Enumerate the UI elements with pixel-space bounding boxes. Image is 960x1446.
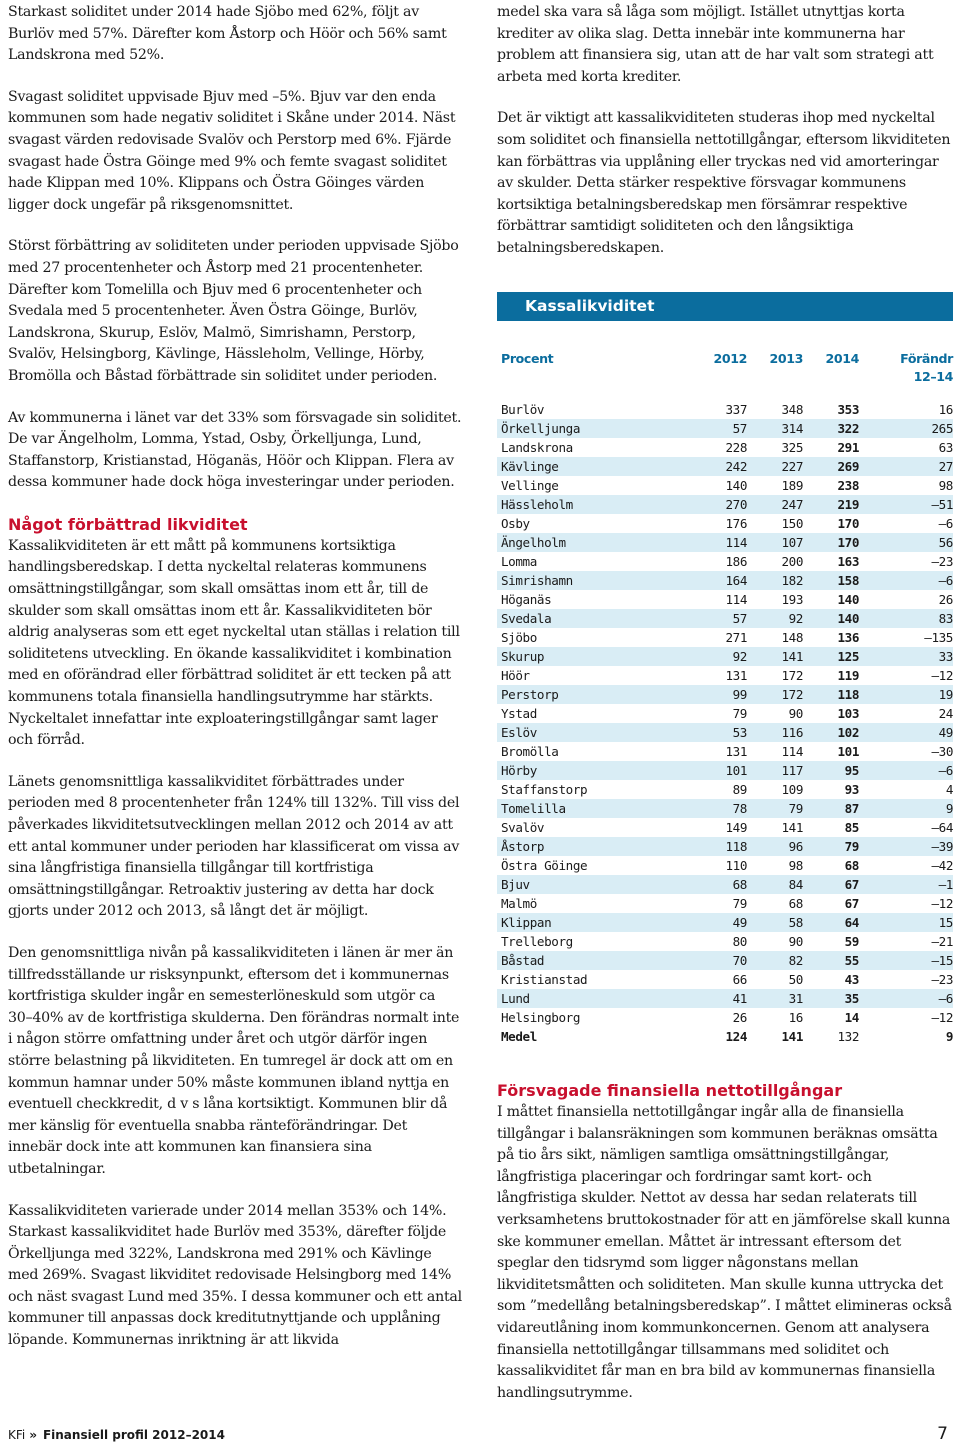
cell-change: –23 — [931, 972, 953, 987]
cell-2012: 78 — [732, 801, 747, 816]
cell-municipality: Lomma — [501, 554, 537, 569]
cell-municipality: Kävlinge — [501, 459, 559, 474]
table-row — [497, 590, 953, 609]
footer-brand — [8, 1428, 225, 1442]
cell-2012: 89 — [732, 782, 747, 797]
paragraph: Kassalikviditeten är ett mått på kommunens kortsiktiga handlingsberedskap. I detta nyckeltal relateras kommunens omsättningstillgångar, som skall omsättas inom ett år, till de skulder som skall omsättas inom ett år. Kassalikviditeten bör aldrig analyseras som ett eget nyckeltal utan ställas i relation till soliditetens utveckling. En ökande kassalikviditet i kombination med en oförändrad eller förbättrad soliditet är ett tecken på att kommunens totala finansiella handlingsutrymme har stärkts. Nyckeltalet innefattar inte exploateringstillgångar samt lager och förråd. — [8, 537, 460, 749]
table-row — [497, 989, 953, 1008]
cell-2014: 125 — [837, 649, 859, 664]
cell-2013: 150 — [781, 516, 803, 531]
cell-2012: 131 — [725, 668, 747, 683]
cell-municipality: Ystad — [501, 706, 537, 721]
table-row — [497, 761, 953, 780]
cell-2012: 337 — [725, 402, 747, 417]
cell-2013: 314 — [781, 421, 803, 436]
cell-municipality: Höör — [501, 668, 530, 683]
table-row — [497, 742, 953, 761]
paragraph: medel ska vara så låga som möjligt. Istället utnyttjas korta krediter av olika slag. Detta innebär inte kommunerna har problem att finansiera sig, utan att de har valt som strategi att arbeta med korta krediter. — [497, 4, 934, 85]
cell-2012: 114 — [725, 535, 747, 550]
cell-2012: 164 — [725, 573, 747, 588]
cell-2012: 124 — [725, 1029, 747, 1044]
table-row — [497, 495, 953, 514]
section-heading-likviditet: Något förbättrad likviditet — [8, 514, 248, 534]
cell-municipality: Svedala — [501, 611, 552, 626]
cell-2012: 186 — [725, 554, 747, 569]
cell-2014: 219 — [837, 497, 859, 512]
cell-2012: 57 — [732, 611, 747, 626]
cell-municipality: Kristianstad — [501, 972, 588, 987]
cell-2013: 109 — [781, 782, 803, 797]
cell-change: –64 — [931, 820, 953, 835]
cell-2014: 132 — [837, 1029, 859, 1044]
cell-2014: 119 — [837, 668, 859, 683]
cell-municipality: Klippan — [501, 915, 552, 930]
cell-2012: 270 — [725, 497, 747, 512]
kassalikviditet-table-box — [497, 292, 953, 1046]
cell-municipality: Åstorp — [501, 839, 545, 854]
cell-change: 83 — [938, 611, 953, 626]
cell-2013: 92 — [788, 611, 803, 626]
cell-municipality: Svalöv — [501, 820, 545, 835]
cell-2013: 182 — [781, 573, 803, 588]
cell-2012: 53 — [732, 725, 747, 740]
cell-2014: 95 — [844, 763, 859, 778]
cell-2014: 55 — [844, 953, 859, 968]
table-row — [497, 438, 953, 457]
paragraph: Störst förbättring av soliditeten under perioden uppvisade Sjöbo med 27 procentenheter och Åstorp med 21 procentenheter. Därefter kom Tomelilla och Bjuv med 6 procentenheter och Svedala med 5 procentenheter. Även Östra Göinge, Burlöv, Landskrona, Skurup, Eslöv, Malmö, Simrishamn, Perstorp, Svalöv, Helsingborg, Kävlinge, Hässleholm, Vellinge, Hörby, Bromölla och Båstad förbättrade sin soliditet under perioden. — [8, 238, 459, 384]
cell-2014: 269 — [837, 459, 859, 474]
cell-municipality: Skurup — [501, 649, 545, 664]
table-row — [497, 628, 953, 647]
cell-2014: 43 — [844, 972, 859, 987]
paragraph: Det är viktigt att kassalikviditeten studeras ihop med nyckeltal som soliditet och finansiella nettotillgångar, eftersom likviditeten kan förbättras via upplåning eller tryckas ned vid amorteringar av skulder. Detta stärker respektive försvagar kommunens kortsiktiga betalningsberedskap men försämrar respektive förbättrar samtidigt soliditeten och den långsiktiga betalningsberedskapen. — [497, 110, 951, 256]
cell-2014: 322 — [837, 421, 859, 436]
cell-2012: 118 — [725, 839, 747, 854]
table-row — [497, 951, 953, 970]
table-body — [497, 400, 953, 1046]
cell-2012: 41 — [732, 991, 747, 1006]
cell-2013: 189 — [781, 478, 803, 493]
paragraph: Svagast soliditet uppvisade Bjuv med –5%. Bjuv var den enda kommunen som hade negativ soliditet i Skåne under 2014. Näst svagast värden redovisade Svalöv och Perstorp med 6%. Fjärde svagast hade Östra Göinge med 9% och femte svagast soliditet hade Klippan med 10%. Klippans och Östra Göinges värden ligger dock ungefär på riksgenomsnittet. — [8, 88, 456, 213]
cell-2012: 114 — [725, 592, 747, 607]
cell-change: –12 — [931, 668, 953, 683]
cell-municipality: Simrishamn — [501, 573, 573, 588]
cell-change: 56 — [938, 535, 953, 550]
cell-2013: 247 — [781, 497, 803, 512]
table-row — [497, 514, 953, 533]
cell-2014: 118 — [837, 687, 859, 702]
cell-2014: 103 — [837, 706, 859, 721]
cell-change: –21 — [931, 934, 953, 949]
cell-2014: 136 — [837, 630, 859, 645]
cell-municipality: Båstad — [501, 953, 545, 968]
cell-2012: 92 — [732, 649, 747, 664]
cell-municipality: Hässleholm — [501, 497, 573, 512]
cell-2012: 140 — [725, 478, 747, 493]
left-column — [8, 2, 463, 1372]
cell-municipality: Trelleborg — [501, 934, 573, 949]
table-row — [497, 552, 953, 571]
cell-change: –15 — [931, 953, 953, 968]
cell-municipality: Ängelholm — [501, 535, 566, 550]
right-column-bottom — [497, 1080, 953, 1424]
cell-change: –6 — [938, 991, 953, 1006]
cell-2012: 271 — [725, 630, 747, 645]
cell-municipality: Landskrona — [501, 440, 573, 455]
cell-change: 98 — [938, 478, 953, 493]
cell-2013: 16 — [788, 1010, 803, 1025]
right-column-top — [497, 2, 953, 280]
table-row — [497, 571, 953, 590]
cell-2013: 148 — [781, 630, 803, 645]
cell-municipality: Lund — [501, 991, 530, 1006]
cell-2014: 101 — [837, 744, 859, 759]
cell-2013: 116 — [781, 725, 803, 740]
cell-2013: 98 — [788, 858, 803, 873]
paragraph: I måttet finansiella nettotillgångar ingår alla de finansiella tillgångar i balansräkningen som kommunen beräknas omsätta på tio års sikt, nämligen samtliga omsättningstillgångar, långfristiga placeringar och fordringar samt kort- och långfristiga skulder. Nettot av dessa har sedan relaterats till verksamhetens bruttokostnader för att en jämförelse skall kunna ske kommuner emellan. Måttet är intressant eftersom det speglar den tidsrymd som ligger någonstans mellan likviditetsmåtten och soliditeten. Man skulle kunna uttrycka det som ”medellång betalningsberedskap”. I måttet elimineras också vidareutlåning inom kommunkoncernen. Genom att analysera finansiella nettotillgångar tillsammans med soliditet och kassalikviditet får man en bra bild av kommunernas finansiella handlingsutrymme. — [497, 1104, 952, 1401]
cell-2013: 172 — [781, 668, 803, 683]
cell-2012: 79 — [732, 896, 747, 911]
table-row — [497, 457, 953, 476]
header-unit: Procent — [501, 351, 554, 366]
table-row — [497, 970, 953, 989]
cell-change: –30 — [931, 744, 953, 759]
cell-2014: 140 — [837, 592, 859, 607]
cell-2013: 31 — [788, 991, 803, 1006]
cell-2012: 79 — [732, 706, 747, 721]
cell-municipality: Malmö — [501, 896, 537, 911]
cell-municipality: Örkelljunga — [501, 421, 581, 436]
cell-2013: 141 — [781, 1029, 803, 1044]
cell-change: –42 — [931, 858, 953, 873]
cell-municipality: Perstorp — [501, 687, 559, 702]
cell-2014: 67 — [844, 896, 859, 911]
page-number: 7 — [937, 1424, 948, 1444]
paragraph: Av kommunerna i länet var det 33% som försvagade sin soliditet. De var Ängelholm, Lomma, Ystad, Osby, Örkelljunga, Lund, Staffanstorp, Kristianstad, Höganäs, Höör och Klippan. Flera av dessa kommuner hade dock höga investeringar under perioden. — [8, 409, 462, 491]
cell-municipality: Sjöbo — [501, 630, 537, 645]
cell-2014: 353 — [837, 402, 859, 417]
table-row — [497, 894, 953, 913]
cell-2013: 84 — [788, 877, 803, 892]
cell-2014: 64 — [844, 915, 859, 930]
table-row — [497, 476, 953, 495]
cell-2013: 227 — [781, 459, 803, 474]
cell-municipality: Staffanstorp — [501, 782, 588, 797]
cell-change: 9 — [945, 801, 953, 816]
cell-2014: 68 — [844, 858, 859, 873]
cell-2013: 200 — [781, 554, 803, 569]
header-2014: 2014 — [825, 351, 859, 366]
cell-2012: 57 — [732, 421, 747, 436]
cell-change: –51 — [931, 497, 953, 512]
kassalikviditet-table — [497, 321, 953, 1046]
cell-change: –6 — [938, 573, 953, 588]
cell-municipality: Osby — [501, 516, 530, 531]
cell-municipality: Vellinge — [501, 478, 559, 493]
cell-2013: 82 — [788, 953, 803, 968]
cell-2012: 99 — [732, 687, 747, 702]
cell-2012: 228 — [725, 440, 747, 455]
table-row — [497, 609, 953, 628]
cell-2013: 141 — [781, 820, 803, 835]
cell-2012: 110 — [725, 858, 747, 873]
cell-municipality: Höganäs — [501, 592, 552, 607]
section-heading-nettotillgangar: Försvagade finansiella nettotillgångar — [497, 1081, 843, 1100]
cell-municipality: Burlöv — [501, 402, 545, 417]
cell-2012: 66 — [732, 972, 747, 987]
cell-change: –6 — [938, 763, 953, 778]
table-row — [497, 666, 953, 685]
cell-change: –1 — [938, 877, 953, 892]
cell-2014: 158 — [837, 573, 859, 588]
cell-municipality: Bjuv — [501, 877, 530, 892]
cell-municipality: Helsingborg — [501, 1010, 581, 1025]
table-row — [497, 419, 953, 438]
cell-2012: 68 — [732, 877, 747, 892]
header-change — [859, 321, 953, 386]
cell-municipality: Medel — [501, 1029, 537, 1044]
table-row-average — [497, 1027, 953, 1046]
cell-municipality: Tomelilla — [501, 801, 566, 816]
header-change-label: Förändr — [900, 351, 953, 366]
cell-2014: 163 — [837, 554, 859, 569]
cell-2013: 325 — [781, 440, 803, 455]
cell-2014: 140 — [837, 611, 859, 626]
cell-change: 4 — [945, 782, 953, 797]
cell-2014: 87 — [844, 801, 859, 816]
cell-municipality: Östra Göinge — [501, 858, 588, 873]
cell-2014: 85 — [844, 820, 859, 835]
cell-change: 24 — [938, 706, 953, 721]
cell-municipality: Bromölla — [501, 744, 559, 759]
paragraph: Den genomsnittliga nivån på kassalikviditeten i länen är mer än tillfredsställande ur risksynpunkt, eftersom det i kommunernas kortfristiga skulder ingår en semesterlöneskuld som utgör ca 30–40% av de kortfristiga skulderna. Den förändras normalt inte i någon större omfattning under året och utgör därför ingen större belastning på likviditeten. En tumregel är dock att om en kommun hamnar under 50% måste kommunen ibland nyttja en eventuell checkkredit, d v s låna kortsiktigt. Kommunen blir då mer känslig för eventuella snabba ränteförändringar. Det innebär dock inte att kommunen kan finansiera sina utbetalningar. — [8, 944, 460, 1177]
cell-2012: 242 — [725, 459, 747, 474]
header-2012: 2012 — [713, 351, 747, 366]
table-row — [497, 913, 953, 932]
cell-2012: 80 — [732, 934, 747, 949]
cell-2013: 79 — [788, 801, 803, 816]
cell-2013: 107 — [781, 535, 803, 550]
table-row — [497, 875, 953, 894]
cell-2014: 35 — [844, 991, 859, 1006]
cell-2013: 141 — [781, 649, 803, 664]
cell-change: 26 — [938, 592, 953, 607]
cell-change: 49 — [938, 725, 953, 740]
cell-2014: 93 — [844, 782, 859, 797]
cell-2014: 102 — [837, 725, 859, 740]
cell-change: 27 — [938, 459, 953, 474]
cell-change: –12 — [931, 1010, 953, 1025]
cell-municipality: Eslöv — [501, 725, 537, 740]
cell-change: 15 — [938, 915, 953, 930]
cell-2013: 90 — [788, 706, 803, 721]
cell-change: 33 — [938, 649, 953, 664]
cell-change: –135 — [924, 630, 953, 645]
cell-change: –39 — [931, 839, 953, 854]
cell-2012: 149 — [725, 820, 747, 835]
cell-change: –12 — [931, 896, 953, 911]
table-row — [497, 1008, 953, 1027]
header-change-period: 12–14 — [913, 369, 953, 384]
cell-2013: 50 — [788, 972, 803, 987]
table-row — [497, 704, 953, 723]
cell-2012: 70 — [732, 953, 747, 968]
cell-2012: 26 — [732, 1010, 747, 1025]
cell-2014: 170 — [837, 516, 859, 531]
cell-change: 63 — [938, 440, 953, 455]
cell-2013: 90 — [788, 934, 803, 949]
cell-2013: 96 — [788, 839, 803, 854]
cell-municipality: Hörby — [501, 763, 537, 778]
cell-2013: 114 — [781, 744, 803, 759]
double-chevron-icon: ›› — [29, 1428, 36, 1442]
table-row — [497, 400, 953, 419]
cell-change: –6 — [938, 516, 953, 531]
cell-2013: 348 — [781, 402, 803, 417]
cell-2014: 238 — [837, 478, 859, 493]
cell-2014: 291 — [837, 440, 859, 455]
table-row — [497, 533, 953, 552]
cell-2014: 79 — [844, 839, 859, 854]
table-row — [497, 837, 953, 856]
cell-2013: 193 — [781, 592, 803, 607]
cell-2014: 14 — [844, 1010, 859, 1025]
table-row — [497, 799, 953, 818]
cell-2012: 176 — [725, 516, 747, 531]
cell-2012: 49 — [732, 915, 747, 930]
cell-2013: 117 — [781, 763, 803, 778]
cell-2012: 131 — [725, 744, 747, 759]
cell-2014: 67 — [844, 877, 859, 892]
cell-2013: 58 — [788, 915, 803, 930]
cell-change: –23 — [931, 554, 953, 569]
table-row — [497, 818, 953, 837]
page-footer — [8, 1422, 948, 1446]
paragraph: Kassalikviditeten varierade under 2014 mellan 353% och 14%. Starkast kassalikviditet hade Burlöv med 353%, därefter följde Örkelljunga med 322%, Landskrona med 291% och Kävlinge med 269%. Svagast likviditet redovisade Helsingborg med 14% och näst svagast Lund med 35%. I dessa kommuner och ett antal kommuner till anpassas dock kreditutnyttjande och upplåning löpande. Kommunernas inriktning är att likvida — [8, 1202, 462, 1349]
cell-change: 16 — [938, 402, 953, 417]
paragraph: Länets genomsnittliga kassalikviditet förbättrades under perioden med 8 procentenheter från 124% till 132%. Till viss del påverkades likviditetsutvecklingen mellan 2012 och 2014 av att ett antal kommuner under perioden har klassificerat om vissa av sina långfristiga finansiella tillgångar till kortfristiga omsättningstillgångar. Retroaktiv justering av detta har dock gjorts under 2012 och 2013, så långt det är möjligt. — [8, 773, 460, 920]
cell-change: 265 — [931, 421, 953, 436]
cell-2014: 59 — [844, 934, 859, 949]
cell-change: 19 — [938, 687, 953, 702]
cell-2013: 68 — [788, 896, 803, 911]
paragraph: Starkast soliditet under 2014 hade Sjöbo med 62%, följt av Burlöv med 57%. Därefter kom Åstorp och Höör och 56% samt Landskrona med 52%. — [8, 4, 447, 64]
cell-2012: 101 — [725, 763, 747, 778]
table-row — [497, 856, 953, 875]
brand-name: KFi — [8, 1428, 26, 1442]
publication-title: Finansiell profil 2012–2014 — [42, 1428, 225, 1442]
cell-2013: 172 — [781, 687, 803, 702]
table-row — [497, 647, 953, 666]
table-row — [497, 780, 953, 799]
table-row — [497, 685, 953, 704]
header-2013: 2013 — [769, 351, 803, 366]
table-row — [497, 932, 953, 951]
cell-2014: 170 — [837, 535, 859, 550]
table-row — [497, 723, 953, 742]
table-title: Kassalikviditet — [497, 292, 953, 321]
cell-change: 9 — [945, 1029, 953, 1044]
